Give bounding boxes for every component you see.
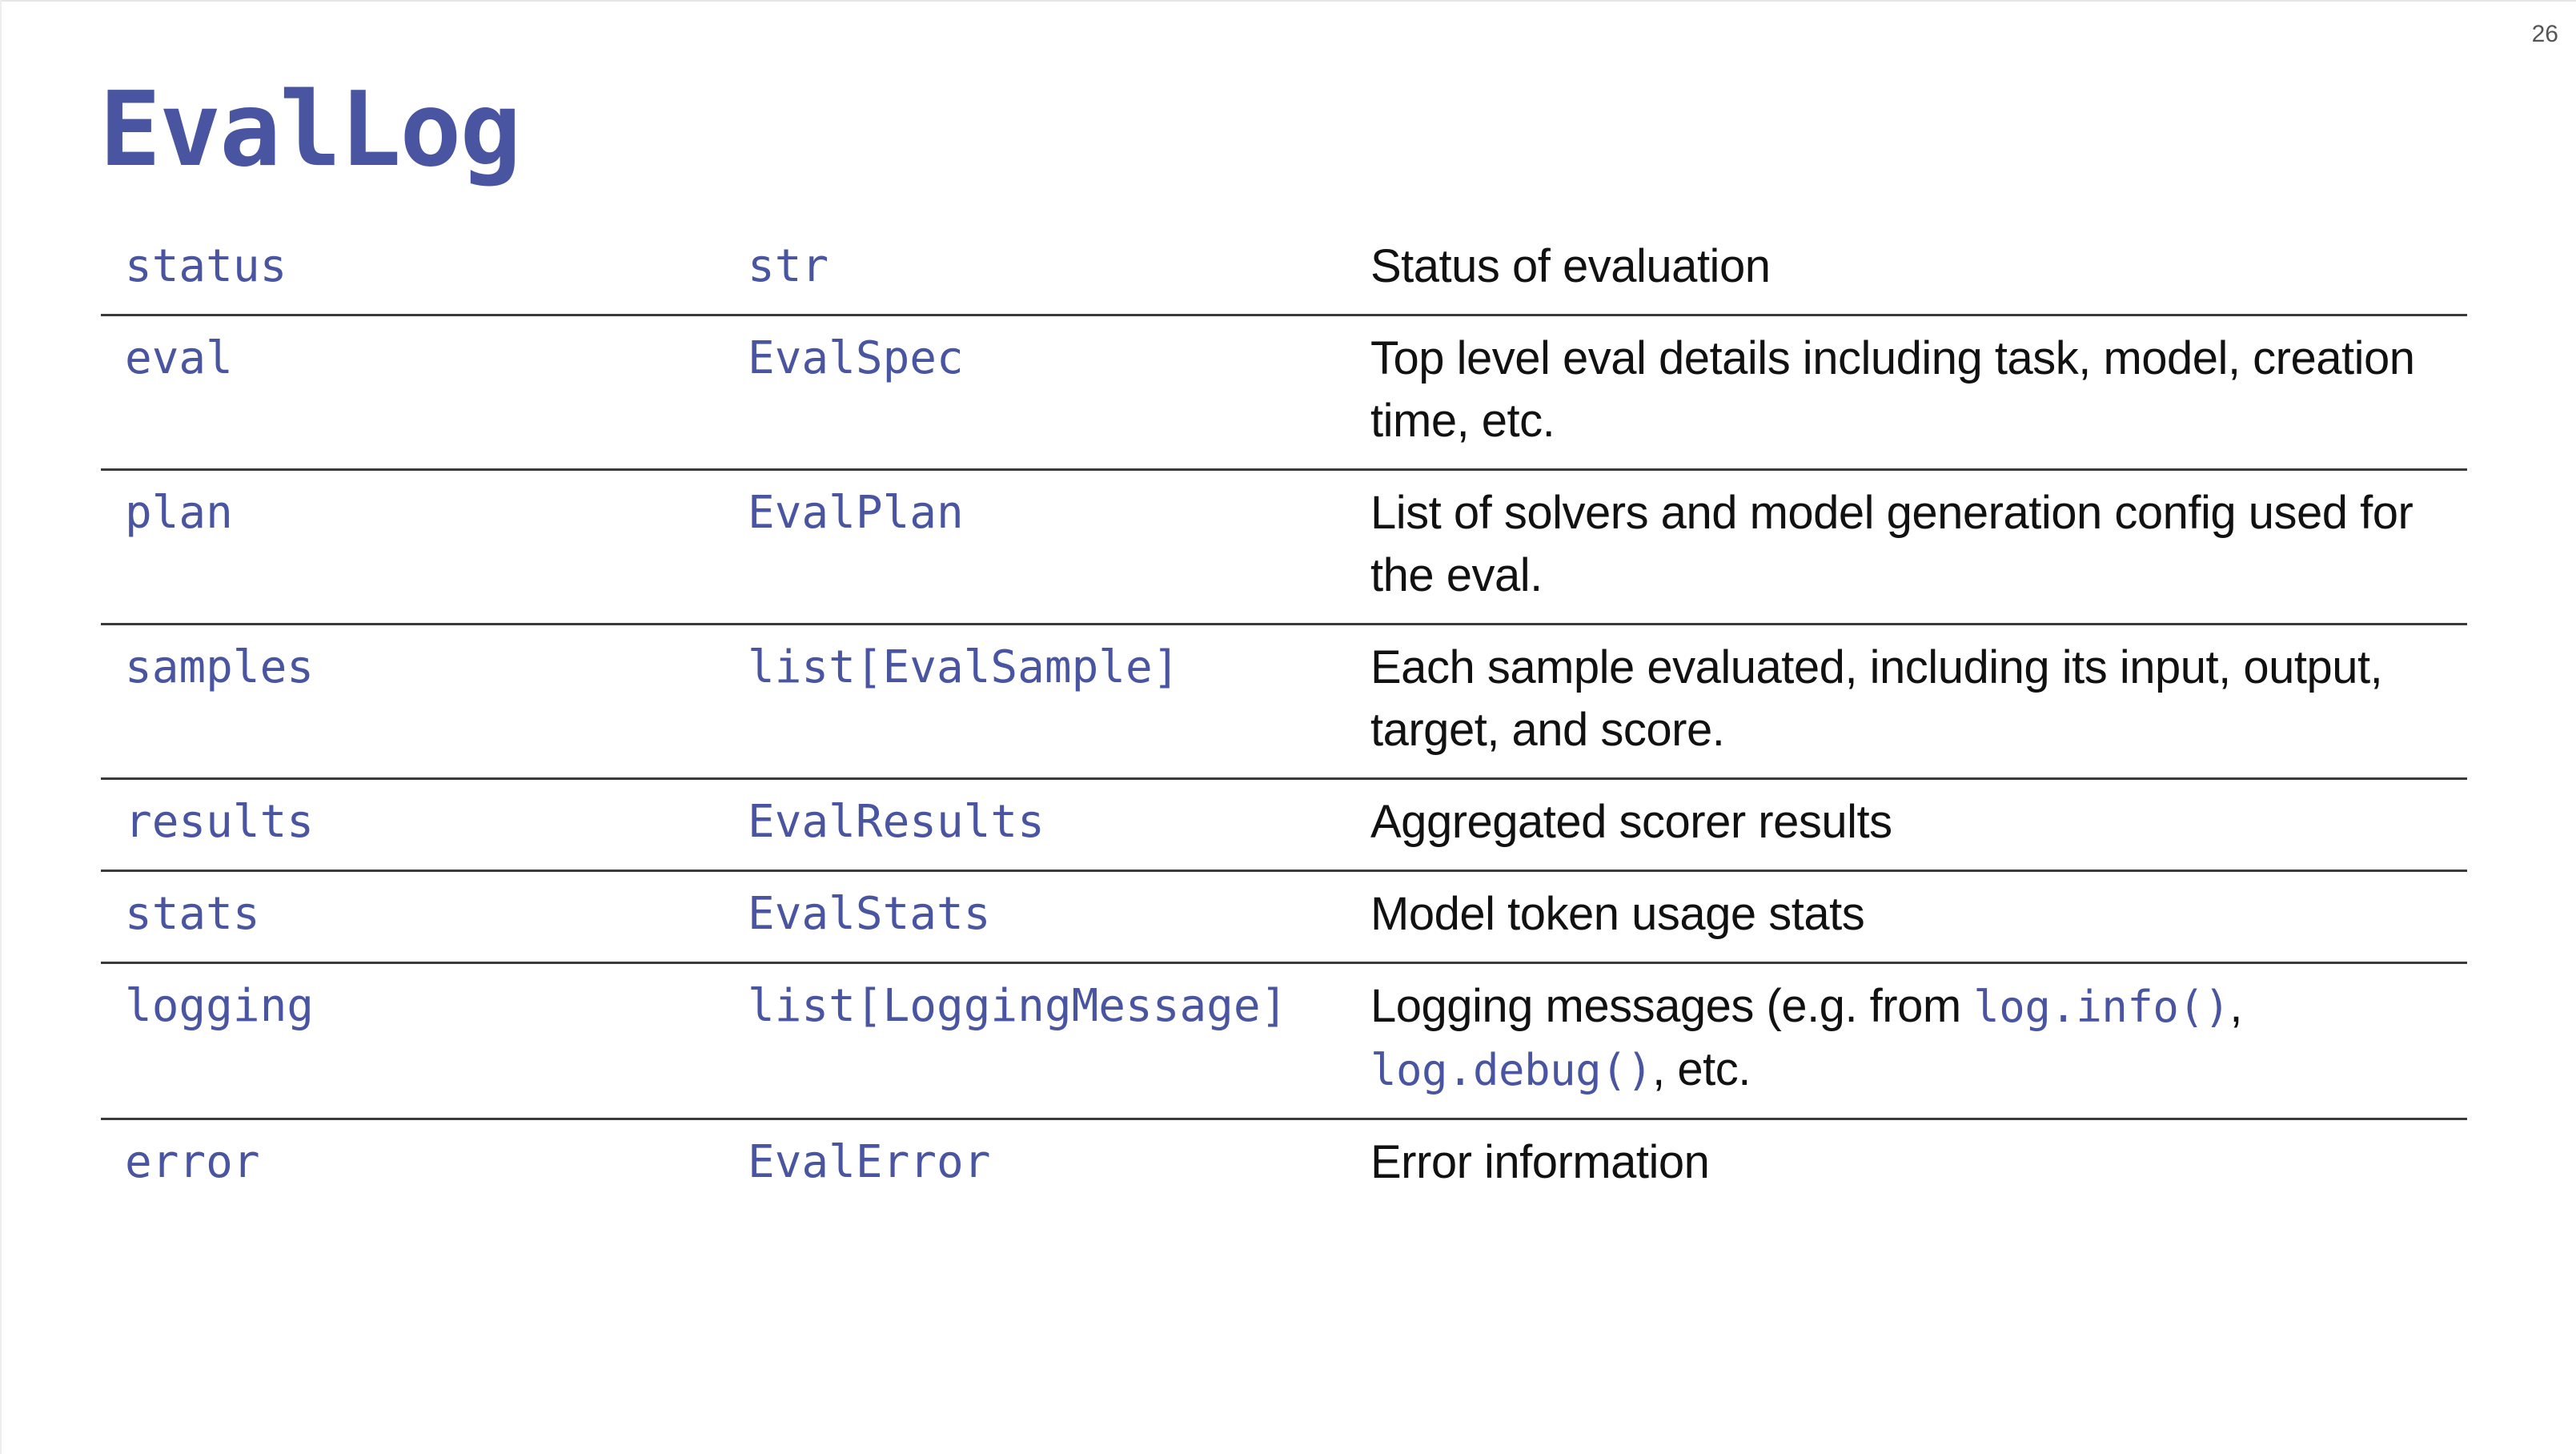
- table-row: [101, 625, 2467, 779]
- field-description: Error information: [1370, 1136, 1710, 1188]
- field-type: EvalError: [748, 1136, 991, 1188]
- slide-left-border: [0, 0, 2, 1454]
- field-name: logging: [125, 980, 315, 1032]
- description-text: , etc.: [1652, 1043, 1751, 1095]
- field-name: stats: [125, 888, 260, 940]
- field-type: list[EvalSample]: [748, 641, 1180, 693]
- field-type: list[LoggingMessage]: [748, 980, 1288, 1032]
- field-description: Aggregated scorer results: [1370, 796, 1892, 848]
- evallog-fields-table: [101, 224, 2467, 1210]
- inline-code: log.info(): [1973, 982, 2230, 1032]
- field-name: results: [125, 796, 315, 848]
- field-name: status: [125, 240, 287, 292]
- table-row: [101, 779, 2467, 871]
- slide-top-border: [0, 0, 2576, 2]
- field-type: EvalSpec: [748, 332, 964, 384]
- table-row: [101, 963, 2467, 1119]
- slide-title: EvalLog: [99, 70, 520, 190]
- table-row: [101, 1119, 2467, 1211]
- field-name: plan: [125, 487, 233, 539]
- field-description: [1346, 963, 2467, 1119]
- field-description: Each sample evaluated, including its input, output, target, and score.: [1370, 641, 2383, 756]
- table-row: [101, 470, 2467, 625]
- field-description: Status of evaluation: [1370, 240, 1771, 292]
- field-type: str: [748, 240, 829, 292]
- field-name: error: [125, 1136, 260, 1188]
- table-row: [101, 871, 2467, 963]
- field-type: EvalStats: [748, 888, 991, 940]
- inline-code: log.debug(): [1370, 1045, 1653, 1095]
- description-text: ,: [2229, 980, 2243, 1032]
- field-description: Top level eval details including task, model, creation time, etc.: [1370, 332, 2415, 447]
- table-row: [101, 315, 2467, 470]
- field-name: eval: [125, 332, 233, 384]
- table-row: [101, 224, 2467, 315]
- description-text: Logging messages (e.g. from: [1370, 980, 1974, 1032]
- field-name: samples: [125, 641, 315, 693]
- field-type: EvalPlan: [748, 487, 964, 539]
- page-number: 26: [2531, 21, 2558, 47]
- field-description: List of solvers and model generation config used for the eval.: [1370, 487, 2413, 601]
- field-type: EvalResults: [748, 796, 1045, 848]
- field-description: Model token usage stats: [1370, 888, 1865, 940]
